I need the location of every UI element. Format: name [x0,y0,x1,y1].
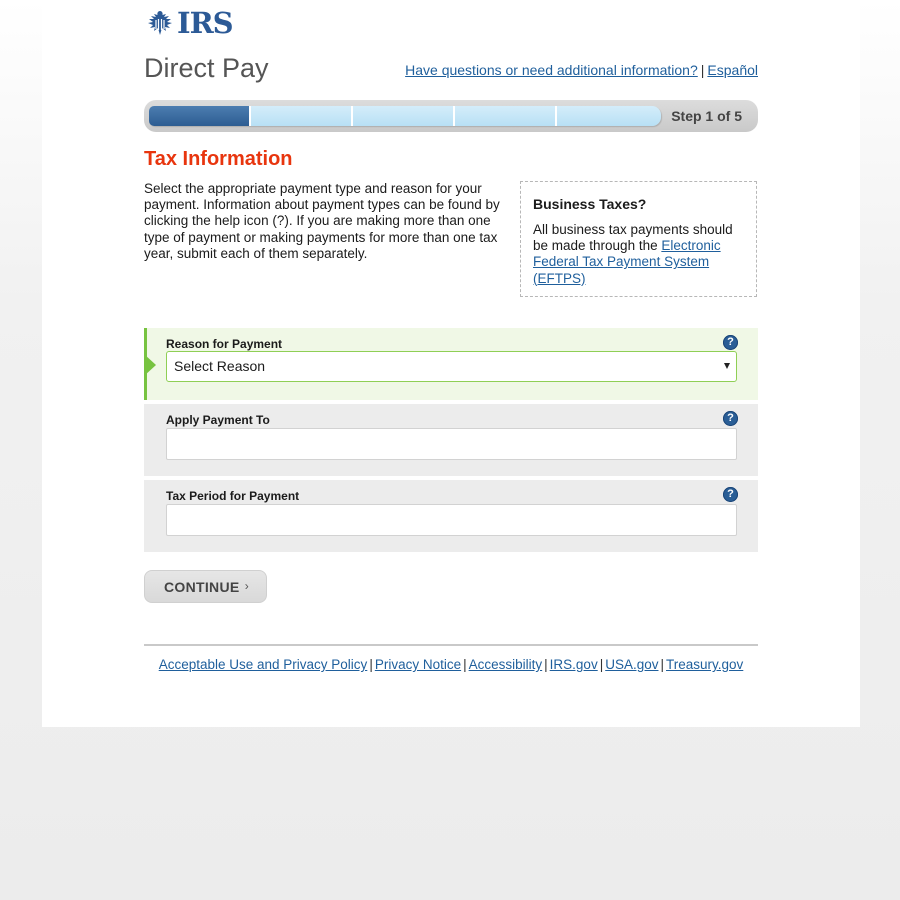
apply-payment-to-group [144,404,758,476]
footer-divider [144,644,758,646]
help-link[interactable]: Have questions or need additional information? [405,62,698,78]
footer-link-treasury[interactable]: Treasury.gov [666,657,744,672]
progress-segment-4 [455,106,557,126]
progress-segment-3 [353,106,455,126]
footer-link-irs[interactable]: IRS.gov [549,657,598,672]
footer-link-usa[interactable]: USA.gov [605,657,659,672]
tax-period-group [144,480,758,552]
info-box-body [533,222,744,287]
apply-payment-input[interactable] [166,428,737,460]
reason-select[interactable] [166,351,737,382]
info-box-text: All business tax payments should be made through the [533,222,733,254]
spanish-link[interactable]: Español [707,62,758,78]
progress-track [149,106,661,126]
info-box-title: Business Taxes? [533,196,647,212]
footer-link-accessibility[interactable]: Accessibility [468,657,543,672]
progress-bar [144,100,758,132]
business-taxes-box [520,181,757,297]
help-icon[interactable]: ? [723,411,738,426]
header-links [405,62,758,78]
chevron-down-icon [724,363,730,369]
reason-label: Reason for Payment [166,337,283,351]
irs-logo[interactable] [144,6,233,40]
chevron-right-icon: › [244,579,249,593]
help-icon[interactable]: ? [723,335,738,350]
step-indicator: Step 1 of 5 [671,108,742,124]
separator: | [544,657,548,672]
reason-selected-value: Select Reason [174,358,266,374]
progress-segment-5 [557,106,661,126]
footer-link-privacy-policy[interactable]: Acceptable Use and Privacy Policy [158,657,368,672]
footer-link-privacy-notice[interactable]: Privacy Notice [374,657,462,672]
progress-segment-1 [149,106,251,126]
progress-segment-2 [251,106,353,126]
eftps-link[interactable]: Electronic Federal Tax Payment System (EFTPS) [533,238,721,286]
intro-text: Select the appropriate payment type and reason for your payment. Information about payment types can be found by clicking the help icon (?). If you are making more than one type of payment or making payments for more than one tax year, submit each of them separately. [144,181,500,261]
continue-label: CONTINUE [164,578,240,595]
page-title: Direct Pay [144,53,269,83]
separator: | [463,657,467,672]
section-title: Tax Information [144,148,293,170]
separator: | [700,62,705,78]
help-icon[interactable]: ? [723,487,738,502]
separator: | [369,657,373,672]
tax-period-label: Tax Period for Payment [166,489,300,503]
page-card [42,0,860,727]
tax-period-input[interactable] [166,504,737,536]
eagle-icon [144,8,176,38]
continue-button[interactable] [144,570,267,603]
footer-links [144,657,758,672]
apply-payment-label: Apply Payment To [166,413,270,427]
separator: | [599,657,604,672]
reason-for-payment-group [144,328,758,400]
logo-text: IRS [177,6,233,40]
separator: | [660,657,665,672]
active-field-indicator [144,354,156,376]
